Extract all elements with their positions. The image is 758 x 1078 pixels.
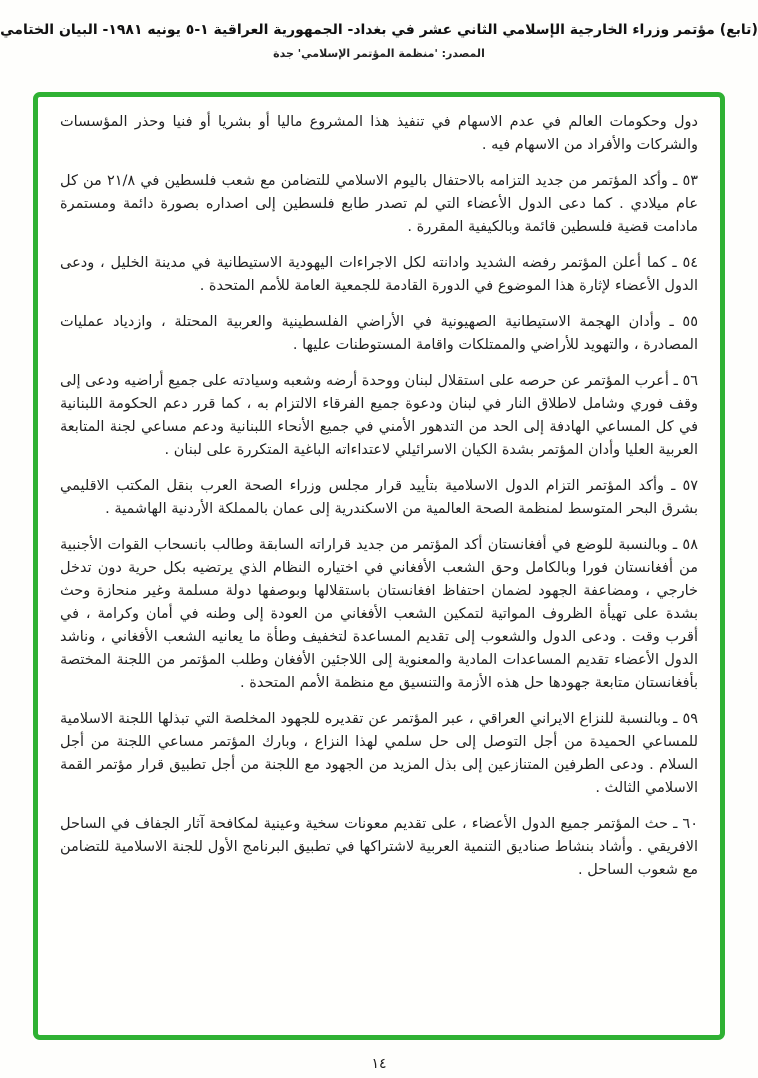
document-source-line: المصدر: 'منظمة المؤتمر الإسلامي' جدة bbox=[273, 47, 485, 60]
paragraph-number: ٥٤ ـ bbox=[672, 255, 699, 271]
paragraph-number: ٥٨ ـ bbox=[672, 537, 698, 553]
paragraph-58 bbox=[60, 534, 698, 695]
paragraph-59 bbox=[60, 708, 698, 800]
document-header bbox=[0, 22, 758, 60]
paragraph-text: وبالنسبة للنزاع الايراني العراقي ، عبر المؤتمر عن تقديره للجهود المخلصة التي تبذلها اللجنة الاسلامية للمساعي الحميدة من أجل التوصل إلى حل سلمي لهذا النزاع ، وبارك المؤتمر مساعي اللجنة من أجل السلام . ودعى الطرفين المتنازعين إلى بذل المزيد من الجهود مع اللجنة من أجل تطبيق قرار مؤتمر القمة الاسلامي الثالث . bbox=[60, 711, 698, 796]
paragraph-54 bbox=[60, 252, 698, 298]
paragraph-number: ٦٠ ـ bbox=[673, 816, 698, 832]
paragraph-text: كما أعلن المؤتمر رفضه الشديد وادانته لكل الاجراءات اليهودية الاستيطانية في مدينة الخليل ، ودعى الدول الأعضاء لإثارة هذا الموضوع في الدورة القادمة للجمعية العامة للأمم المتحدة . bbox=[60, 255, 698, 294]
document-body bbox=[60, 111, 698, 882]
paragraph-text: حث المؤتمر جميع الدول الأعضاء ، على تقديم معونات سخية وعينية لمكافحة آثار الجفاف في الساحل الافريقي . وأشاد بنشاط صناديق التنمية العربية لاشتراكها في تطبيق البرنامج الأول للجنة الاسلامية للتضامن مع شعوب الساحل . bbox=[60, 816, 698, 878]
paragraph-text: أعرب المؤتمر عن حرصه على استقلال لبنان ووحدة أرضه وشعبه وسيادته على جميع أراضيه ودعى إلى وقف فوري وشامل لاطلاق النار في لبنان ودعوة جميع الفرقاء الالتزام به ، كما قرر دعم الحكومة اللبنانية في كل المساعي الهادفة إلى الحد من التدهور الأمني في جميع الأنحاء اللبنانية ودعم مساعي لجنة المتابعة العربية العليا وأدان المؤتمر بشدة الكيان الاسرائيلي لاعتداءاته الباغية المتكررة على لبنان . bbox=[60, 373, 698, 458]
paragraph-text: وأدان الهجمة الاستيطانية الصهيونية في الأراضي الفلسطينية والعربية المحتلة ، وازدياد عمليات المصادرة ، والتهويد للأراضي والممتلكات واقامة المستوطنات عليها . bbox=[60, 314, 698, 353]
document-footer bbox=[0, 1053, 758, 1072]
paragraph-number: ٥٦ ـ bbox=[673, 373, 699, 389]
paragraph-text: دول وحكومات العالم في عدم الاسهام في تنفيذ هذا المشروع ماليا أو بشريا أو فنيا وحذر المؤسسات والشركات والأفراد من الاسهام فيه . bbox=[60, 114, 698, 153]
paragraph-56 bbox=[60, 370, 698, 462]
paragraph-57 bbox=[60, 475, 698, 521]
paragraph-text: وبالنسبة للوضع في أفغانستان أكد المؤتمر من جديد قراراته السابقة وطالب بانسحاب القوات الأجنبية من أفغانستان فورا وبالكامل وحق الشعب الأفغاني في اختياره النظام الذي يرتضيه بكل حرية دون تدخل خارجي ، ومضاعفة الجهود لضمان احتفاظ افغانستان باستقلالها وبوصفها دولة مسلمة وغير منحازة وحث بشدة على تهيأة الظروف المواتية لتمكين الشعب الأفغاني من العودة إلى وطنه في أمان وكرامة ، في أقرب وقت . ودعى الدول والشعوب إلى تقديم المساعدة لتخفيف وطأة ما يعانيه الشعب الأفغاني ، وناشد الدول الأعضاء تقديم المساعدات المادية والمعنوية إلى اللاجئين الأفغان وطلب المؤتمر من اللجنة المختصة بأفغانستان متابعة جهودها حل هذه الأزمة والتنسيق مع منظمة الأمم المتحدة . bbox=[60, 537, 698, 691]
paragraph-number: ٥٣ ـ bbox=[673, 173, 699, 189]
paragraph-number: ٥٥ ـ bbox=[669, 314, 698, 330]
content-border-box bbox=[33, 92, 725, 1040]
paragraph-number: ٥٧ ـ bbox=[671, 478, 699, 494]
paragraph-text: وأكد المؤتمر التزام الدول الاسلامية بتأييد قرار مجلس وزراء الصحة العرب بنقل المكتب الاقليمي بشرق البحر المتوسط لمنظمة الصحة العالمية من الاسكندرية إلى عمان بالمملكة الأردنية الهاشمية . bbox=[60, 478, 698, 517]
paragraph-continuation bbox=[60, 111, 698, 157]
paragraph-55 bbox=[60, 311, 698, 357]
paragraph-60 bbox=[60, 813, 698, 882]
page-number: ١٤ bbox=[371, 1056, 387, 1072]
document-title-line: (تابع) مؤتمر وزراء الخارجية الإسلامي الثاني عشر في بغداد- الجمهورية العراقية ١-٥ يونيه ١٩٨١- البيان الختامي bbox=[0, 22, 758, 38]
paragraph-number: ٥٩ ـ bbox=[673, 711, 699, 727]
paragraph-53 bbox=[60, 170, 698, 239]
paragraph-text: وأكد المؤتمر من جديد التزامه بالاحتفال باليوم الاسلامي للتضامن مع شعب فلسطين في ٢١/٨ من كل عام ميلادي . كما دعى الدول الأعضاء التي لم تصدر طابع فلسطين إلى اصداره بصورة دائمة ومستمرة مادامت قضية فلسطين قائمة وبالكيفية المقررة . bbox=[60, 173, 698, 235]
